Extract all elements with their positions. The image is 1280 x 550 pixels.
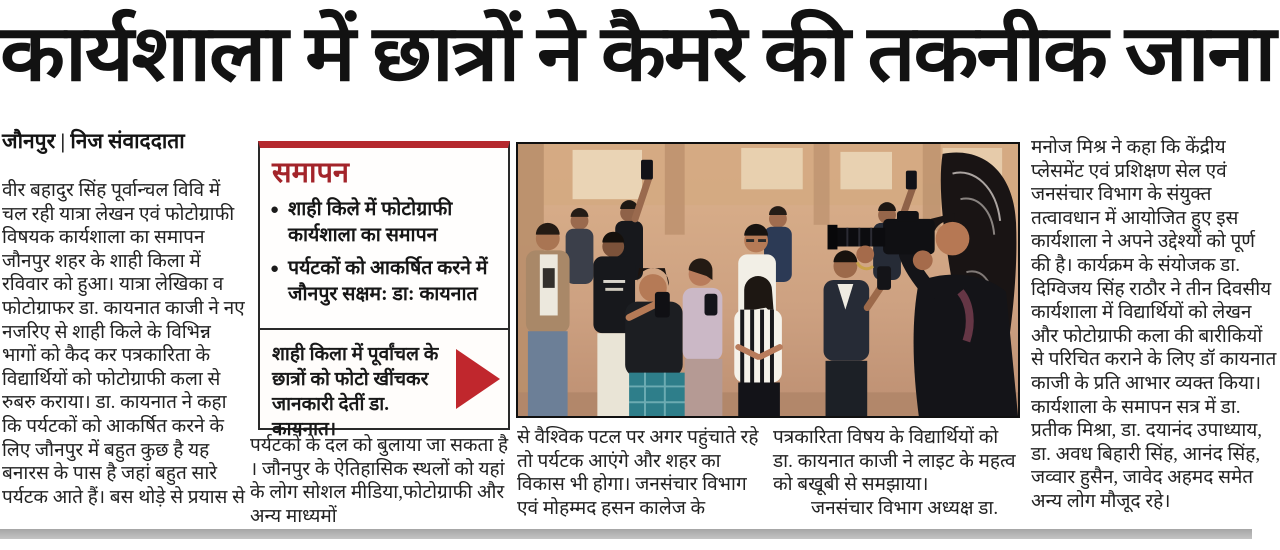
headline-container <box>0 2 1280 110</box>
bullet-icon: ● <box>270 261 280 277</box>
caption-pointer-icon <box>456 349 500 409</box>
article-column-3: से वैश्विक पटल पर अगर पहुंचाते रहे तो पर्यटक आएंगे और शहर का विकास भी होगा। जनसंचार विभाग एवं मोहम्मद हसन कालेज के <box>517 427 759 519</box>
headline: कार्यशाला में छात्रों ने कैमरे की तकनीक जाना <box>0 10 1275 97</box>
photo-caption: शाही किला में पूर्वांचल के छात्रों को फोटो खींचकर जानकारी देतीं डा. कायनात। <box>272 344 439 440</box>
summary-box-title: समापन <box>272 157 350 189</box>
article-column-4 <box>773 426 1022 530</box>
article-column-2: पर्यटकों के दल को बुलाया जा सकता है । जौनपुर के ऐतिहासिक स्थलों को यहां के लोग सोशल मीडिया,फोटोग्राफी और अन्य माध्यमों <box>250 435 509 527</box>
summary-bullet-text: पर्यटकों को आकर्षित करने में जौनपुर सक्षम: डा: कायनात <box>288 258 488 305</box>
photo-illustration <box>518 144 1018 416</box>
summary-bullet <box>270 256 498 308</box>
article-column-5: मनोज मिश्र ने कहा कि केंद्रीय प्लेसमेंट एवं प्रशिक्षण सेल एवं जनसंचार विभाग के संयुक्त तत्वावधान में आयोजित हुए इस कार्यशाला ने अपने उद्देश्यों को पूर्ण की है। कार्यक्रम के संयोजक डा. दिग्विजय सिंह राठौर ने तीन दिवसीय कार्यशाला में विद्यार्थियों को लेखन और फोटोग्राफी कला की बारीकियों से परिचित कराने के लिए डॉ कायनात काजी के प्रति आभार व्यक्त किया। कार्यशाला के समापन सत्र में डा. प्रतीक मिश्रा, डा. दयानंद उपाध्याय, डा. अवध बिहारी सिंह, आनंद सिंह, जव्वार हुसैन, जावेद अहमद समेत अन्य लोग मौजूद रहे। <box>1031 137 1277 512</box>
article-photo <box>516 142 1020 418</box>
summary-bullet-text: शाही किले में फोटोग्राफी कार्यशाला का समापन <box>288 199 453 246</box>
byline: जौनपुर | निज संवाददाता <box>2 129 185 153</box>
person-left-jacket <box>526 223 570 416</box>
photo-caption-box <box>258 328 510 440</box>
bottom-fold-divider <box>0 529 1252 539</box>
article-column-4-para-2: जनसंचार विभाग अध्यक्ष डा. <box>811 497 999 519</box>
summary-box <box>258 141 510 440</box>
article-column-4-para-1: पत्रकारिता विषय के विद्यार्थियों को डा. कायनात काजी ने लाइट के महत्व को बखूबी से समझाया। <box>773 427 1016 496</box>
article-column-1: वीर बहादुर सिंह पूर्वान्चल विवि में चल रही यात्रा लेखन एवं फोटोग्राफी विषयक कार्यशाला का समापन जौनपुर शहर के शाही किला में रविवार को हुआ। यात्रा लेखिका व फोटोग्राफर डा. कायनात काजी ने नए नजरिए से शाही किले के विभिन्न भागों को कैद कर पत्रकारिता के विद्यार्थियों को फोटोग्राफी कला से रुबरु कराया। डा. कायनात ने कहा कि पर्यटकों को आकर्षित करने के लिए जौनपुर में बहुत कुछ है यह बनारस के पास है जहां बहुत सारे पर्यटक आते हैं। बस थोड़े से प्रयास से <box>2 180 245 508</box>
bullet-icon: ● <box>270 202 280 218</box>
summary-bullet <box>270 197 498 249</box>
